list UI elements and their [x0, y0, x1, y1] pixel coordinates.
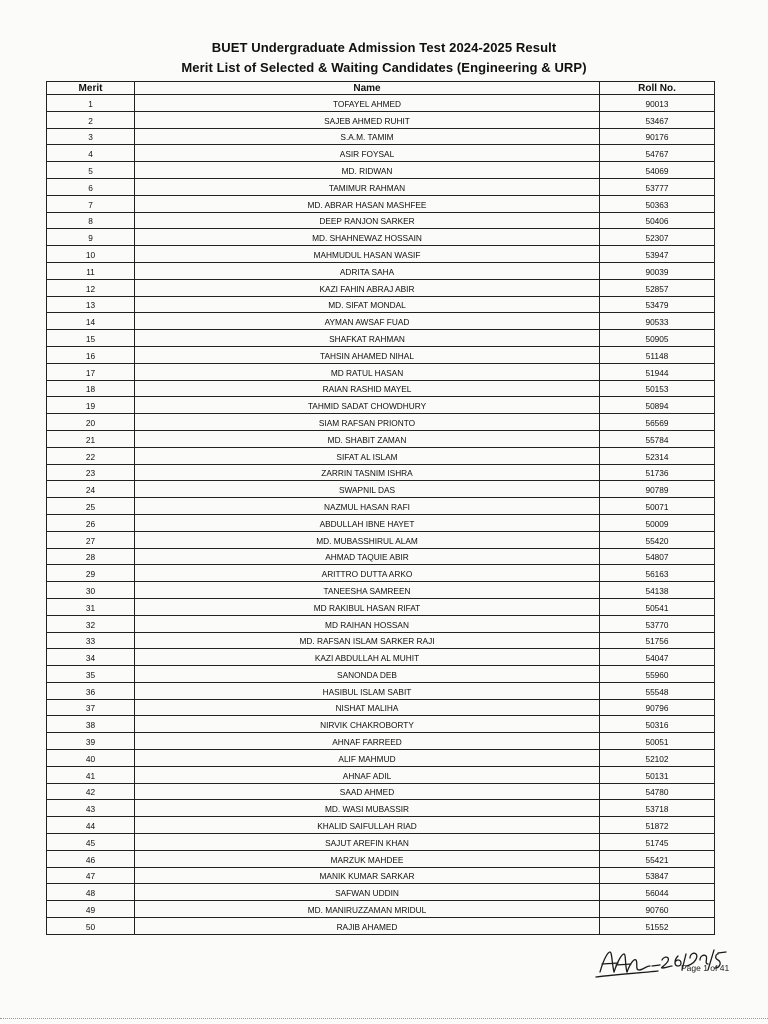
name-cell: TOFAYEL AHMED [135, 95, 600, 112]
merit-cell: 31 [47, 598, 135, 615]
merit-cell: 37 [47, 699, 135, 716]
table-row [47, 716, 715, 733]
merit-cell: 19 [47, 397, 135, 414]
roll-cell: 52307 [600, 229, 715, 246]
table-row [47, 901, 715, 918]
name-cell: ZARRIN TASNIM ISHRA [135, 464, 600, 481]
merit-cell: 36 [47, 682, 135, 699]
table-header-row [47, 82, 715, 95]
table-row [47, 447, 715, 464]
table-row [47, 649, 715, 666]
roll-cell: 55548 [600, 682, 715, 699]
roll-cell: 55420 [600, 531, 715, 548]
table-row [47, 632, 715, 649]
table-row [47, 178, 715, 195]
table-row [47, 498, 715, 515]
name-cell: DEEP RANJON SARKER [135, 212, 600, 229]
name-cell: SAJEB AHMED RUHIT [135, 111, 600, 128]
name-cell: NISHAT MALIHA [135, 699, 600, 716]
roll-cell: 55960 [600, 666, 715, 683]
table-row [47, 800, 715, 817]
table-row [47, 514, 715, 531]
table-row [47, 464, 715, 481]
name-cell: AHNAF ADIL [135, 766, 600, 783]
table-row [47, 212, 715, 229]
name-cell: SANONDA DEB [135, 666, 600, 683]
table-row [47, 565, 715, 582]
roll-cell: 52314 [600, 447, 715, 464]
merit-list-table [46, 81, 715, 935]
name-cell: SAFWAN UDDIN [135, 884, 600, 901]
roll-cell: 90789 [600, 481, 715, 498]
roll-cell: 50363 [600, 195, 715, 212]
roll-cell: 53847 [600, 867, 715, 884]
merit-cell: 9 [47, 229, 135, 246]
merit-cell: 16 [47, 346, 135, 363]
merit-cell: 46 [47, 850, 135, 867]
table-row [47, 531, 715, 548]
name-cell: NIRVIK CHAKROBORTY [135, 716, 600, 733]
merit-cell: 25 [47, 498, 135, 515]
merit-cell: 13 [47, 296, 135, 313]
roll-cell: 56569 [600, 414, 715, 431]
merit-cell: 6 [47, 178, 135, 195]
merit-cell: 23 [47, 464, 135, 481]
name-cell: MAHMUDUL HASAN WASIF [135, 246, 600, 263]
merit-cell: 3 [47, 128, 135, 145]
name-cell: TAMIMUR RAHMAN [135, 178, 600, 195]
merit-cell: 42 [47, 783, 135, 800]
signature-mark [590, 930, 740, 990]
merit-cell: 5 [47, 162, 135, 179]
table-row [47, 346, 715, 363]
name-cell: S.A.M. TAMIM [135, 128, 600, 145]
name-cell: MD. MANIRUZZAMAN MRIDUL [135, 901, 600, 918]
name-cell: ASIR FOYSAL [135, 145, 600, 162]
roll-cell: 90039 [600, 262, 715, 279]
table-row [47, 397, 715, 414]
table-row [47, 766, 715, 783]
name-cell: NAZMUL HASAN RAFI [135, 498, 600, 515]
merit-cell: 28 [47, 548, 135, 565]
table-row [47, 666, 715, 683]
roll-cell: 50894 [600, 397, 715, 414]
table-row [47, 162, 715, 179]
roll-cell: 51872 [600, 817, 715, 834]
merit-cell: 35 [47, 666, 135, 683]
merit-cell: 43 [47, 800, 135, 817]
name-cell: ABDULLAH IBNE HAYET [135, 514, 600, 531]
name-cell: ARITTRO DUTTA ARKO [135, 565, 600, 582]
merit-cell: 14 [47, 313, 135, 330]
table-row [47, 363, 715, 380]
merit-cell: 7 [47, 195, 135, 212]
name-cell: MD. RAFSAN ISLAM SARKER RAJI [135, 632, 600, 649]
table-row [47, 598, 715, 615]
table-row [47, 195, 715, 212]
table-row [47, 817, 715, 834]
table-row [47, 128, 715, 145]
merit-cell: 2 [47, 111, 135, 128]
name-cell: MD. SHABIT ZAMAN [135, 430, 600, 447]
roll-cell: 90796 [600, 699, 715, 716]
merit-cell: 21 [47, 430, 135, 447]
roll-cell: 50905 [600, 330, 715, 347]
column-header-roll: Roll No. [600, 82, 715, 95]
name-cell: MD RAIHAN HOSSAN [135, 615, 600, 632]
roll-cell: 50131 [600, 766, 715, 783]
name-cell: MD. ABRAR HASAN MASHFEE [135, 195, 600, 212]
merit-cell: 39 [47, 733, 135, 750]
table-row [47, 582, 715, 599]
name-cell: SHAFKAT RAHMAN [135, 330, 600, 347]
roll-cell: 90013 [600, 95, 715, 112]
roll-cell: 56044 [600, 884, 715, 901]
roll-cell: 53467 [600, 111, 715, 128]
roll-cell: 52857 [600, 279, 715, 296]
name-cell: MD. SIFAT MONDAL [135, 296, 600, 313]
roll-cell: 51745 [600, 834, 715, 851]
table-row [47, 262, 715, 279]
merit-cell: 48 [47, 884, 135, 901]
name-cell: SIAM RAFSAN PRIONTO [135, 414, 600, 431]
merit-cell: 17 [47, 363, 135, 380]
merit-cell: 1 [47, 95, 135, 112]
merit-cell: 8 [47, 212, 135, 229]
column-header-merit: Merit [47, 82, 135, 95]
table-row [47, 548, 715, 565]
roll-cell: 51944 [600, 363, 715, 380]
roll-cell: 50009 [600, 514, 715, 531]
table-row [47, 296, 715, 313]
table-row [47, 867, 715, 884]
roll-cell: 54138 [600, 582, 715, 599]
merit-cell: 30 [47, 582, 135, 599]
table-body [47, 95, 715, 935]
name-cell: ALIF MAHMUD [135, 750, 600, 767]
roll-cell: 53718 [600, 800, 715, 817]
table-row [47, 313, 715, 330]
document-subtitle: Merit List of Selected & Waiting Candidates (Engineering & URP) [181, 60, 587, 75]
merit-cell: 11 [47, 262, 135, 279]
table-row [47, 750, 715, 767]
table-row [47, 145, 715, 162]
merit-cell: 49 [47, 901, 135, 918]
roll-cell: 50071 [600, 498, 715, 515]
roll-cell: 54069 [600, 162, 715, 179]
column-header-name: Name [135, 82, 600, 95]
name-cell: MD RATUL HASAN [135, 363, 600, 380]
table-row [47, 783, 715, 800]
merit-cell: 4 [47, 145, 135, 162]
name-cell: ADRITA SAHA [135, 262, 600, 279]
document-title: BUET Undergraduate Admission Test 2024-2025 Result [211, 40, 557, 55]
merit-cell: 34 [47, 649, 135, 666]
roll-cell: 51736 [600, 464, 715, 481]
name-cell: SWAPNIL DAS [135, 481, 600, 498]
roll-cell: 90760 [600, 901, 715, 918]
table-row [47, 380, 715, 397]
table-row [47, 481, 715, 498]
merit-cell: 24 [47, 481, 135, 498]
table-row [47, 682, 715, 699]
roll-cell: 55784 [600, 430, 715, 447]
table-row [47, 330, 715, 347]
table-row [47, 111, 715, 128]
name-cell: MD. MUBASSHIRUL ALAM [135, 531, 600, 548]
merit-cell: 47 [47, 867, 135, 884]
merit-cell: 50 [47, 918, 135, 935]
merit-cell: 45 [47, 834, 135, 851]
roll-cell: 51148 [600, 346, 715, 363]
name-cell: TAHMID SADAT CHOWDHURY [135, 397, 600, 414]
roll-cell: 55421 [600, 850, 715, 867]
name-cell: RAJIB AHAMED [135, 918, 600, 935]
table-row [47, 699, 715, 716]
name-cell: KHALID SAIFULLAH RIAD [135, 817, 600, 834]
name-cell: RAIAN RASHID MAYEL [135, 380, 600, 397]
name-cell: HASIBUL ISLAM SABIT [135, 682, 600, 699]
table-row [47, 850, 715, 867]
table-row [47, 95, 715, 112]
table-row [47, 246, 715, 263]
table-row [47, 414, 715, 431]
roll-cell: 51756 [600, 632, 715, 649]
roll-cell: 56163 [600, 565, 715, 582]
roll-cell: 50541 [600, 598, 715, 615]
roll-cell: 50051 [600, 733, 715, 750]
merit-cell: 38 [47, 716, 135, 733]
name-cell: AYMAN AWSAF FUAD [135, 313, 600, 330]
roll-cell: 54047 [600, 649, 715, 666]
table-row [47, 279, 715, 296]
merit-cell: 40 [47, 750, 135, 767]
table-row [47, 834, 715, 851]
name-cell: TANEESHA SAMREEN [135, 582, 600, 599]
name-cell: MD. WASI MUBASSIR [135, 800, 600, 817]
scan-edge-line [0, 1018, 768, 1022]
merit-cell: 22 [47, 447, 135, 464]
roll-cell: 54807 [600, 548, 715, 565]
table-row [47, 733, 715, 750]
roll-cell: 50316 [600, 716, 715, 733]
name-cell: AHMAD TAQUIE ABIR [135, 548, 600, 565]
name-cell: AHNAF FARREED [135, 733, 600, 750]
name-cell: MD. RIDWAN [135, 162, 600, 179]
roll-cell: 54780 [600, 783, 715, 800]
roll-cell: 53479 [600, 296, 715, 313]
name-cell: TAHSIN AHAMED NIHAL [135, 346, 600, 363]
name-cell: SIFAT AL ISLAM [135, 447, 600, 464]
roll-cell: 90176 [600, 128, 715, 145]
merit-cell: 26 [47, 514, 135, 531]
merit-cell: 18 [47, 380, 135, 397]
roll-cell: 52102 [600, 750, 715, 767]
table-row [47, 229, 715, 246]
merit-cell: 33 [47, 632, 135, 649]
merit-cell: 12 [47, 279, 135, 296]
merit-cell: 27 [47, 531, 135, 548]
roll-cell: 50153 [600, 380, 715, 397]
merit-cell: 41 [47, 766, 135, 783]
roll-cell: 53777 [600, 178, 715, 195]
merit-cell: 15 [47, 330, 135, 347]
name-cell: MD RAKIBUL HASAN RIFAT [135, 598, 600, 615]
name-cell: KAZI FAHIN ABRAJ ABIR [135, 279, 600, 296]
roll-cell: 53947 [600, 246, 715, 263]
name-cell: MANIK KUMAR SARKAR [135, 867, 600, 884]
roll-cell: 51552 [600, 918, 715, 935]
roll-cell: 90533 [600, 313, 715, 330]
name-cell: SAAD AHMED [135, 783, 600, 800]
table-row [47, 430, 715, 447]
roll-cell: 50406 [600, 212, 715, 229]
merit-cell: 29 [47, 565, 135, 582]
name-cell: KAZI ABDULLAH AL MUHIT [135, 649, 600, 666]
name-cell: MD. SHAHNEWAZ HOSSAIN [135, 229, 600, 246]
name-cell: SAJUT AREFIN KHAN [135, 834, 600, 851]
name-cell: MARZUK MAHDEE [135, 850, 600, 867]
merit-cell: 10 [47, 246, 135, 263]
merit-cell: 32 [47, 615, 135, 632]
roll-cell: 54767 [600, 145, 715, 162]
merit-cell: 44 [47, 817, 135, 834]
merit-cell: 20 [47, 414, 135, 431]
table-row [47, 884, 715, 901]
page-number: Page 1 of 41 [681, 963, 730, 973]
roll-cell: 53770 [600, 615, 715, 632]
table-row [47, 615, 715, 632]
